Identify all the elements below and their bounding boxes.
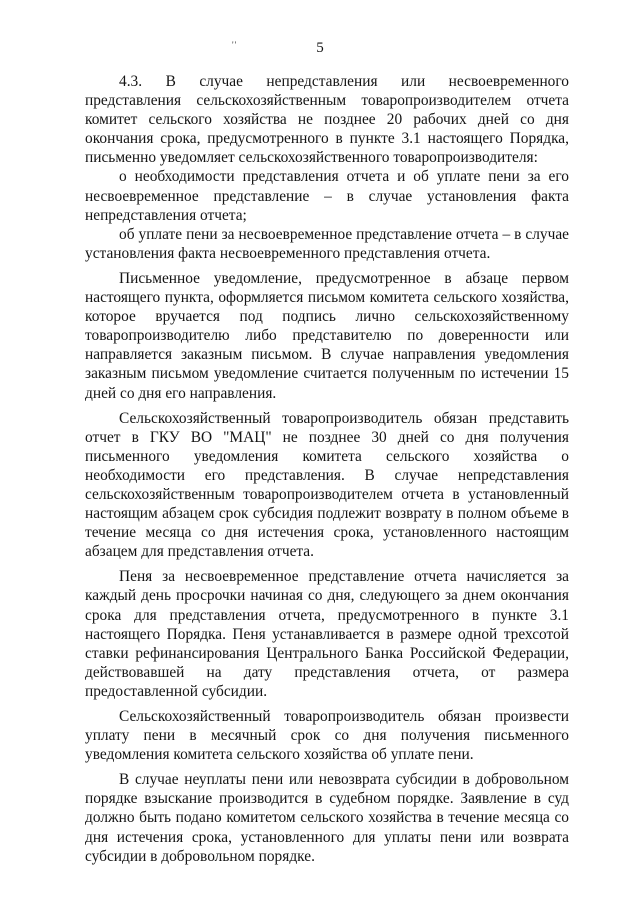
- paragraph-court-collection: В случае неуплаты пени или невозврата субсидии в добровольном порядке взыскание производится в судебном порядке. Заявление в суд должно быть подано комитетом сельского хозяйства в течение месяца со дня истечения срока, установленного для уплаты пени или возврата субсидии в добровольном порядке.: [85, 771, 569, 865]
- paragraph-4-3: 4.3. В случае непредставления или несвоевременного представления сельскохозяйственным товаропроизводителем отчета комитет сельского хозяйства не позднее 20 рабочих дней со дня окончания срока, предусмотренного в пункте 3.1 настоящего Порядка, письменно уведомляет сельскохозяйственного товаропроизводителя:: [85, 73, 569, 167]
- paragraph-written-notice: Письменное уведомление, предусмотренное в абзаце первом настоящего пункта, оформляется письмом комитета сельского хозяйства, которое вручается под подпись лично сельскохозяйственному товаропроизводителю либо представителю по доверенности или направляется заказным письмом. В случае направления уведомления заказным письмом уведомление считается полученным по истечении 15 дней со дня его направления.: [85, 269, 569, 402]
- page-number: 5: [316, 40, 324, 56]
- scan-mark: '': [232, 40, 238, 50]
- document-body: [85, 72, 569, 866]
- paragraph-report-obligation: Сельскохозяйственный товаропроизводитель обязан представить отчет в ГКУ ВО "МАЦ" не позднее 30 дней со дня получения письменного уведомления комитета сельского хозяйства о необходимости его представления. В случае непредставления сельскохозяйственным товаропроизводителем отчета в установленный настоящим абзацем срок субсидия подлежит возврату в полном объеме в течение месяца со дня истечения срока, установленного настоящим абзацем для представления отчета.: [85, 409, 569, 561]
- paragraph-notice-late-submission: об уплате пени за несвоевременное представление отчета – в случае установления факта несвоевременного представления отчета.: [85, 225, 569, 262]
- paragraph-penalty-payment: Сельскохозяйственный товаропроизводитель обязан произвести уплату пени в месячный срок со дня получения письменного уведомления комитета сельского хозяйства об уплате пени.: [85, 708, 569, 764]
- paragraph-notice-nonsubmission: о необходимости представления отчета и об уплате пени за его несвоевременное представление – в случае установления факта непредставления отчета;: [85, 168, 569, 224]
- paragraph-penalty: Пеня за несвоевременное представление отчета начисляется за каждый день просрочки начиная со дня, следующего за днем окончания срока для представления отчета, предусмотренного в пункте 3.1 настоящего Порядка. Пеня устанавливается в размере одной трехсотой ставки рефинансирования Центрального Банка Российской Федерации, действовавшей на дату представления отчета, от размера предоставленной субсидии.: [85, 568, 569, 700]
